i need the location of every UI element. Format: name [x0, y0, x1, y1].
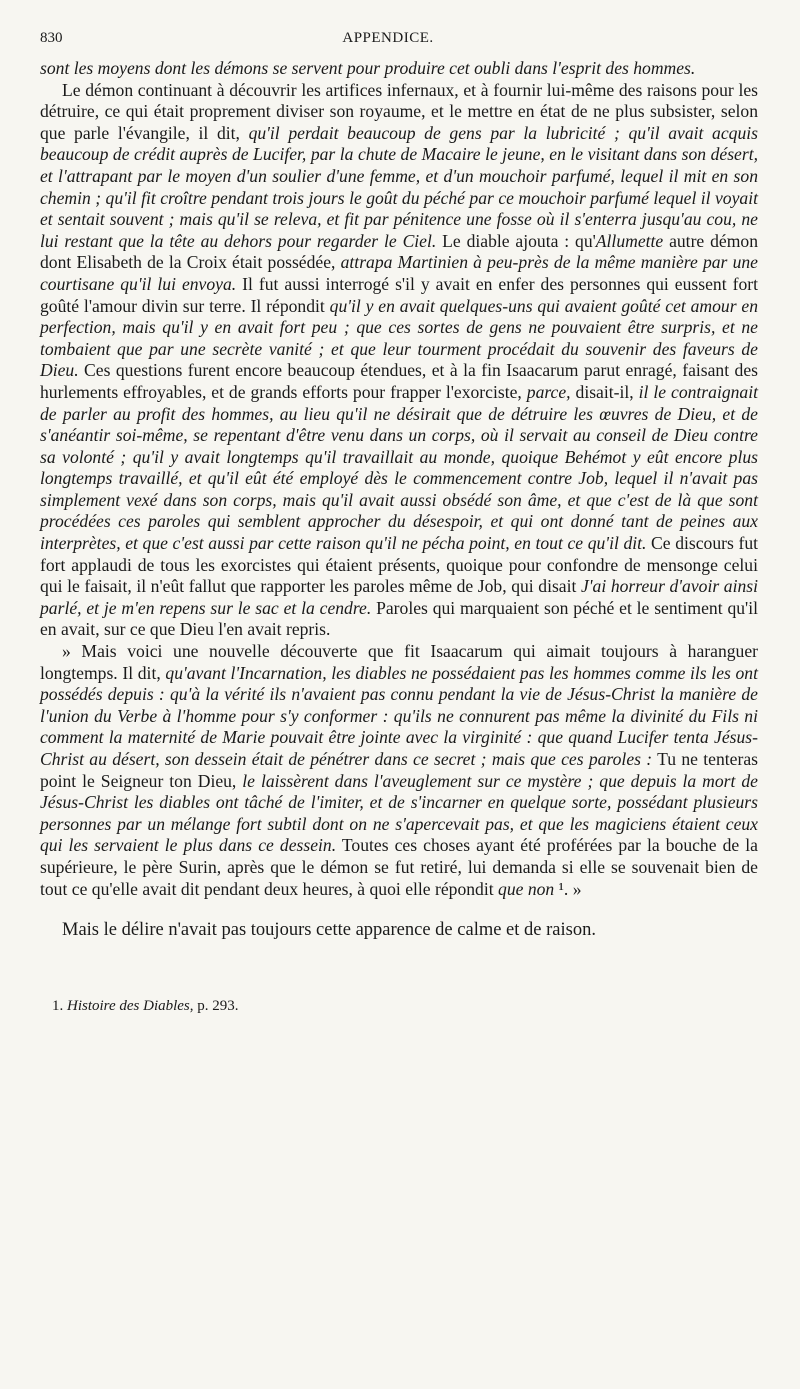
paragraph-3	[40, 641, 758, 900]
italic-run: sont les moyens dont les démons se servent pour produire cet oubli dans l'esprit des hommes.	[40, 58, 696, 78]
body-text	[40, 58, 758, 900]
page-number: 830	[40, 30, 63, 46]
footnote-source: Histoire des Diables	[67, 997, 190, 1014]
italic-run: que non	[498, 878, 555, 899]
text-run: Il fut aussi interrogé s'il y avait en enfer des personnes qui eussent fort goûté l'amour divin sur terre. Il répondit	[40, 273, 758, 316]
text-run: autre démon dont Elisabeth de la Croix était possédée,	[40, 230, 758, 273]
text-run: Ces questions furent encore beaucoup étendues, et à la fin Isaacarum parut enragé, faisant des hurlements effroyables, et de grands efforts pour frapper l'exorciste,	[40, 360, 758, 402]
paragraph-1	[40, 58, 758, 80]
italic-run: Allumette	[595, 230, 664, 251]
text-run: Tu ne tenteras point le Seigneur ton Dieu,	[40, 749, 758, 791]
text-run: ¹. »	[554, 878, 582, 899]
footnote-page: , p. 293.	[189, 997, 239, 1014]
italic-run: attrapa Martinien à peu-près de la même manière par une courtisane qu'il lui envoya.	[40, 252, 758, 294]
italic-run: J'ai horreur d'avoir ainsi parlé, et je m'en repens sur le sac et la cendre.	[40, 576, 758, 618]
closing-sentence: Mais le délire n'avait pas toujours cette apparence de calme et de raison.	[62, 920, 596, 941]
text-run: Le démon continuant à découvrir les artifices infernaux, et à fournir lui-même des raisons pour les détruire, ce qui était proprement diviser son royaume, et le mettre en état de ne plus subsister, selon que parle l'évangile, il dit,	[40, 79, 758, 143]
italic-run: il le contraignait de parler au profit des hommes, au lieu qu'il ne désirait que de détruire les œuvres de Dieu, et de s'anéantir soi-même, se repentant d'être venu dans un corps, où il servait au conseil de Dieu contre sa volonté ; qu'il y avait longtemps qu'il travaillait au monde, quoique Behémot y eût encore plus longtemps travaillé, et qu'il eût été employé dès le commencement contre Job, lequel il n'avait pas simplement vexé dans son corps, mais qu'il avait aussi obsédé son âme, et que c'est de là que sont procédées ces paroles qui semblent approcher du désespoir, et qui ont donné tant de peines aux interprètes, et que c'est aussi par cette raison qu'il ne pécha point, en tout ce qu'il dit.	[40, 381, 759, 554]
footnote	[40, 996, 758, 1016]
paragraph-2	[40, 80, 758, 641]
footnote-number: 1.	[52, 997, 64, 1014]
text-run: » Mais voici une nouvelle découverte que fit Isaacarum qui aimait toujours à haranguer longtemps. Il dit,	[40, 641, 758, 683]
text-run: disait-il,	[570, 381, 639, 402]
text-run: Paroles qui marquaient son péché et le sentiment qu'il en avait, sur ce que Dieu l'en avait repris.	[40, 597, 758, 640]
text-run: Ce discours fut fort applaudi de tous les exorcistes qui étaient présents, quoique pour confondre de mensonge celui qui le faisait, il n'eût fallut que rapporter les paroles même de Job, qui disait	[40, 533, 758, 597]
italic-run: qu'avant l'Incarnation, les diables ne possédaient pas les hommes comme ils les ont possédés depuis : qu'à la vérité ils n'avaient pas connu pendant la vie de Jésus-Christ la manière de l'union du Verbe à l'homme pour s'y conformer : qu'ils ne connurent pas même la divinité du Fils ni comment la maternité de Marie pouvait être jointe avec la virginité : que quand Lucifer tenta Jésus-Christ au désert, son dessein était de pénétrer dans ce secret ; mais que ces paroles :	[40, 662, 758, 769]
text-run: Toutes ces choses ayant été proférées par la bouche de la supérieure, le père Surin, après que le démon se fut retiré, lui demanda si elle se souvenait bien de tout ce qu'elle avait dit pendant deux heures, à quoi elle répondit	[40, 835, 758, 899]
text-run: Le diable ajouta : qu'	[436, 230, 596, 251]
italic-run: parce,	[526, 381, 571, 402]
italic-run: qu'il y en avait quelques-uns qui avaient goûté cet amour en perfection, mais qu'il y en avait fort peu ; que ces sortes de gens ne pouvaient être surpris, et ne tombaient que par une secrète vanité ; et que leur tourment procédait du souvenir des faveurs de Dieu.	[40, 295, 758, 381]
italic-run: qu'il perdait beaucoup de gens par la lubricité ; qu'il avait acquis beaucoup de crédit auprès de Lucifer, par la chute de Macaire le jeune, en le visitant dans son désert, et l'attrapant par le moyen d'un soulier d'une femme, et d'un mouchoir parfumé, lequel il mit en son chemin ; qu'il fit croître pendant trois jours le goût du péché par ce mouchoir parfumé lequel il voyait et sentait souvent ; mais qu'il se releva, et fit par pénitence une fosse où il s'enterra jusqu'au cou, ne lui restant que la tête au dehors pour regarder le Ciel.	[40, 122, 758, 251]
running-head: APPENDICE.	[342, 30, 434, 46]
page-header	[40, 30, 758, 58]
italic-run: le laissèrent dans l'aveuglement sur ce mystère ; que depuis la mort de Jésus-Christ les diables ont tâché de l'imiter, et de s'incarner en quelque sorte, possédant plusieurs personnes par un mélange fort subtil dont on ne s'apercevait pas, et que les magiciens étaient ceux qui les servaient le plus dans ce dessein.	[40, 770, 758, 856]
